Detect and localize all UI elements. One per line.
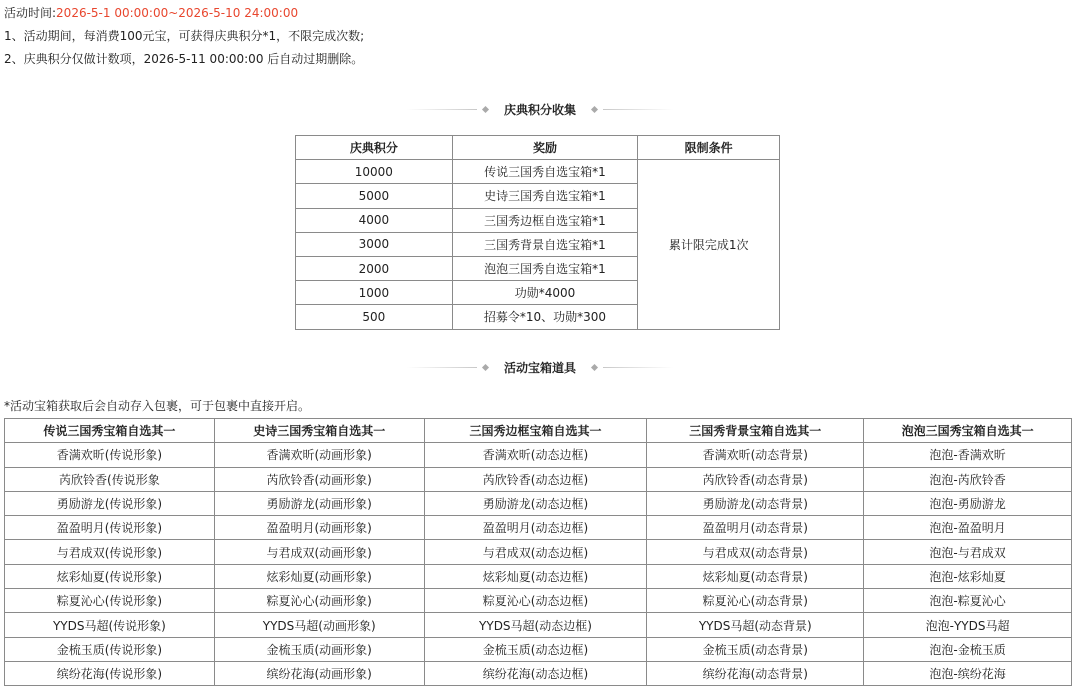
header-background-chest: 三国秀背景宝箱自选其一 (647, 419, 864, 443)
legend-cell: YYDS马超(传说形象) (5, 613, 215, 637)
points-cell: 3000 (296, 232, 453, 256)
activity-time-value: 2026-5-1 00:00:00~2026-5-10 24:00:00 (56, 6, 299, 20)
background-cell: 炫彩灿夏(动态背景) (647, 564, 864, 588)
epic-cell: 粽夏沁心(动画形象) (214, 589, 424, 613)
header-points: 庆典积分 (296, 136, 453, 160)
rule-2: 2、庆典积分仅做计数项，2026-5-11 00:00:00 后自动过期删除。 (4, 52, 364, 66)
table-row (5, 637, 1072, 661)
table-row (5, 661, 1072, 685)
bubble-cell: 泡泡-盈盈明月 (864, 516, 1072, 540)
bubble-cell: 泡泡-缤纷花海 (864, 661, 1072, 685)
table-row (296, 160, 780, 184)
table-row (5, 516, 1072, 540)
legend-cell: 盈盈明月(传说形象) (5, 516, 215, 540)
legend-cell: 粽夏沁心(传说形象) (5, 589, 215, 613)
epic-cell: 炫彩灿夏(动画形象) (214, 564, 424, 588)
header-limit: 限制条件 (638, 136, 780, 160)
points-cell: 1000 (296, 281, 453, 305)
table-row (5, 540, 1072, 564)
reward-cell: 功勋*4000 (452, 281, 638, 305)
background-cell: 芮欣铃香(动态背景) (647, 467, 864, 491)
activity-time-label: 活动时间: (4, 6, 57, 20)
epic-cell: 香满欢昕(动画形象) (214, 443, 424, 467)
legend-cell: 金梳玉质(传说形象) (5, 637, 215, 661)
section-title-points (0, 97, 1080, 119)
rule-1: 1、活动期间，每消费100元宝，可获得庆典积分*1，不限完成次数; (4, 29, 365, 43)
table-row (5, 491, 1072, 515)
legend-cell: 香满欢昕(传说形象) (5, 443, 215, 467)
chest-note: *活动宝箱获取后会自动存入包裹，可于包裹中直接开启。 (4, 399, 311, 413)
legend-cell: 芮欣铃香(传说形象 (5, 467, 215, 491)
legend-cell: 勇励游龙(传说形象) (5, 491, 215, 515)
section-title-text: 庆典积分收集 (503, 102, 576, 117)
bubble-cell: 泡泡-金梳玉质 (864, 637, 1072, 661)
frame-cell: 勇励游龙(动态边框) (424, 491, 647, 515)
background-cell: 与君成双(动态背景) (647, 540, 864, 564)
bubble-cell: 泡泡-炫彩灿夏 (864, 564, 1072, 588)
frame-cell: 盈盈明月(动态边框) (424, 516, 647, 540)
bubble-cell: 泡泡-芮欣铃香 (864, 467, 1072, 491)
bubble-cell: 泡泡-粽夏沁心 (864, 589, 1072, 613)
table-row (5, 467, 1072, 491)
epic-cell: 与君成双(动画形象) (214, 540, 424, 564)
divider-left-icon (407, 365, 494, 370)
reward-cell: 三国秀边框自选宝箱*1 (452, 208, 638, 232)
header-legend-chest: 传说三国秀宝箱自选其一 (5, 419, 215, 443)
epic-cell: 勇励游龙(动画形象) (214, 491, 424, 515)
table-header-row (296, 136, 780, 160)
table-row (5, 589, 1072, 613)
bubble-cell: 泡泡-YYDS马超 (864, 613, 1072, 637)
reward-cell: 泡泡三国秀自选宝箱*1 (452, 256, 638, 280)
reward-cell: 招募令*10、功勋*300 (452, 305, 638, 329)
table-row (5, 443, 1072, 467)
legend-cell: 缤纷花海(传说形象) (5, 661, 215, 685)
bubble-cell: 泡泡-与君成双 (864, 540, 1072, 564)
header-frame-chest: 三国秀边框宝箱自选其一 (424, 419, 647, 443)
limit-cell: 累计限完成1次 (638, 160, 780, 329)
reward-cell: 传说三国秀自选宝箱*1 (452, 160, 638, 184)
bubble-cell: 泡泡-勇励游龙 (864, 491, 1072, 515)
frame-cell: 与君成双(动态边框) (424, 540, 647, 564)
frame-cell: 芮欣铃香(动态边框) (424, 467, 647, 491)
points-cell: 10000 (296, 160, 453, 184)
header-bubble-chest: 泡泡三国秀宝箱自选其一 (864, 419, 1072, 443)
background-cell: YYDS马超(动态背景) (647, 613, 864, 637)
table-header-row (5, 419, 1072, 443)
epic-cell: 盈盈明月(动画形象) (214, 516, 424, 540)
background-cell: 金梳玉质(动态背景) (647, 637, 864, 661)
activity-time (4, 4, 298, 22)
frame-cell: 金梳玉质(动态边框) (424, 637, 647, 661)
background-cell: 香满欢昕(动态背景) (647, 443, 864, 467)
table-row (5, 613, 1072, 637)
epic-cell: YYDS马超(动画形象) (214, 613, 424, 637)
header-epic-chest: 史诗三国秀宝箱自选其一 (214, 419, 424, 443)
frame-cell: YYDS马超(动态边框) (424, 613, 647, 637)
divider-right-icon (586, 107, 673, 112)
background-cell: 盈盈明月(动态背景) (647, 516, 864, 540)
reward-cell: 史诗三国秀自选宝箱*1 (452, 184, 638, 208)
legend-cell: 与君成双(传说形象) (5, 540, 215, 564)
epic-cell: 缤纷花海(动画形象) (214, 661, 424, 685)
frame-cell: 香满欢昕(动态边框) (424, 443, 647, 467)
bubble-cell: 泡泡-香满欢昕 (864, 443, 1072, 467)
table-row (5, 564, 1072, 588)
background-cell: 粽夏沁心(动态背景) (647, 589, 864, 613)
legend-cell: 炫彩灿夏(传说形象) (5, 564, 215, 588)
divider-left-icon (407, 107, 494, 112)
epic-cell: 芮欣铃香(动画形象) (214, 467, 424, 491)
points-cell: 5000 (296, 184, 453, 208)
epic-cell: 金梳玉质(动画形象) (214, 637, 424, 661)
frame-cell: 炫彩灿夏(动态边框) (424, 564, 647, 588)
points-cell: 4000 (296, 208, 453, 232)
background-cell: 勇励游龙(动态背景) (647, 491, 864, 515)
frame-cell: 缤纷花海(动态边框) (424, 661, 647, 685)
chest-items-table (4, 418, 1072, 686)
header-reward: 奖励 (452, 136, 638, 160)
section-title-text: 活动宝箱道具 (503, 360, 576, 375)
divider-right-icon (586, 365, 673, 370)
points-cell: 2000 (296, 256, 453, 280)
frame-cell: 粽夏沁心(动态边框) (424, 589, 647, 613)
section-title-chest (0, 355, 1080, 377)
points-cell: 500 (296, 305, 453, 329)
points-reward-table (295, 135, 780, 330)
background-cell: 缤纷花海(动态背景) (647, 661, 864, 685)
reward-cell: 三国秀背景自选宝箱*1 (452, 232, 638, 256)
